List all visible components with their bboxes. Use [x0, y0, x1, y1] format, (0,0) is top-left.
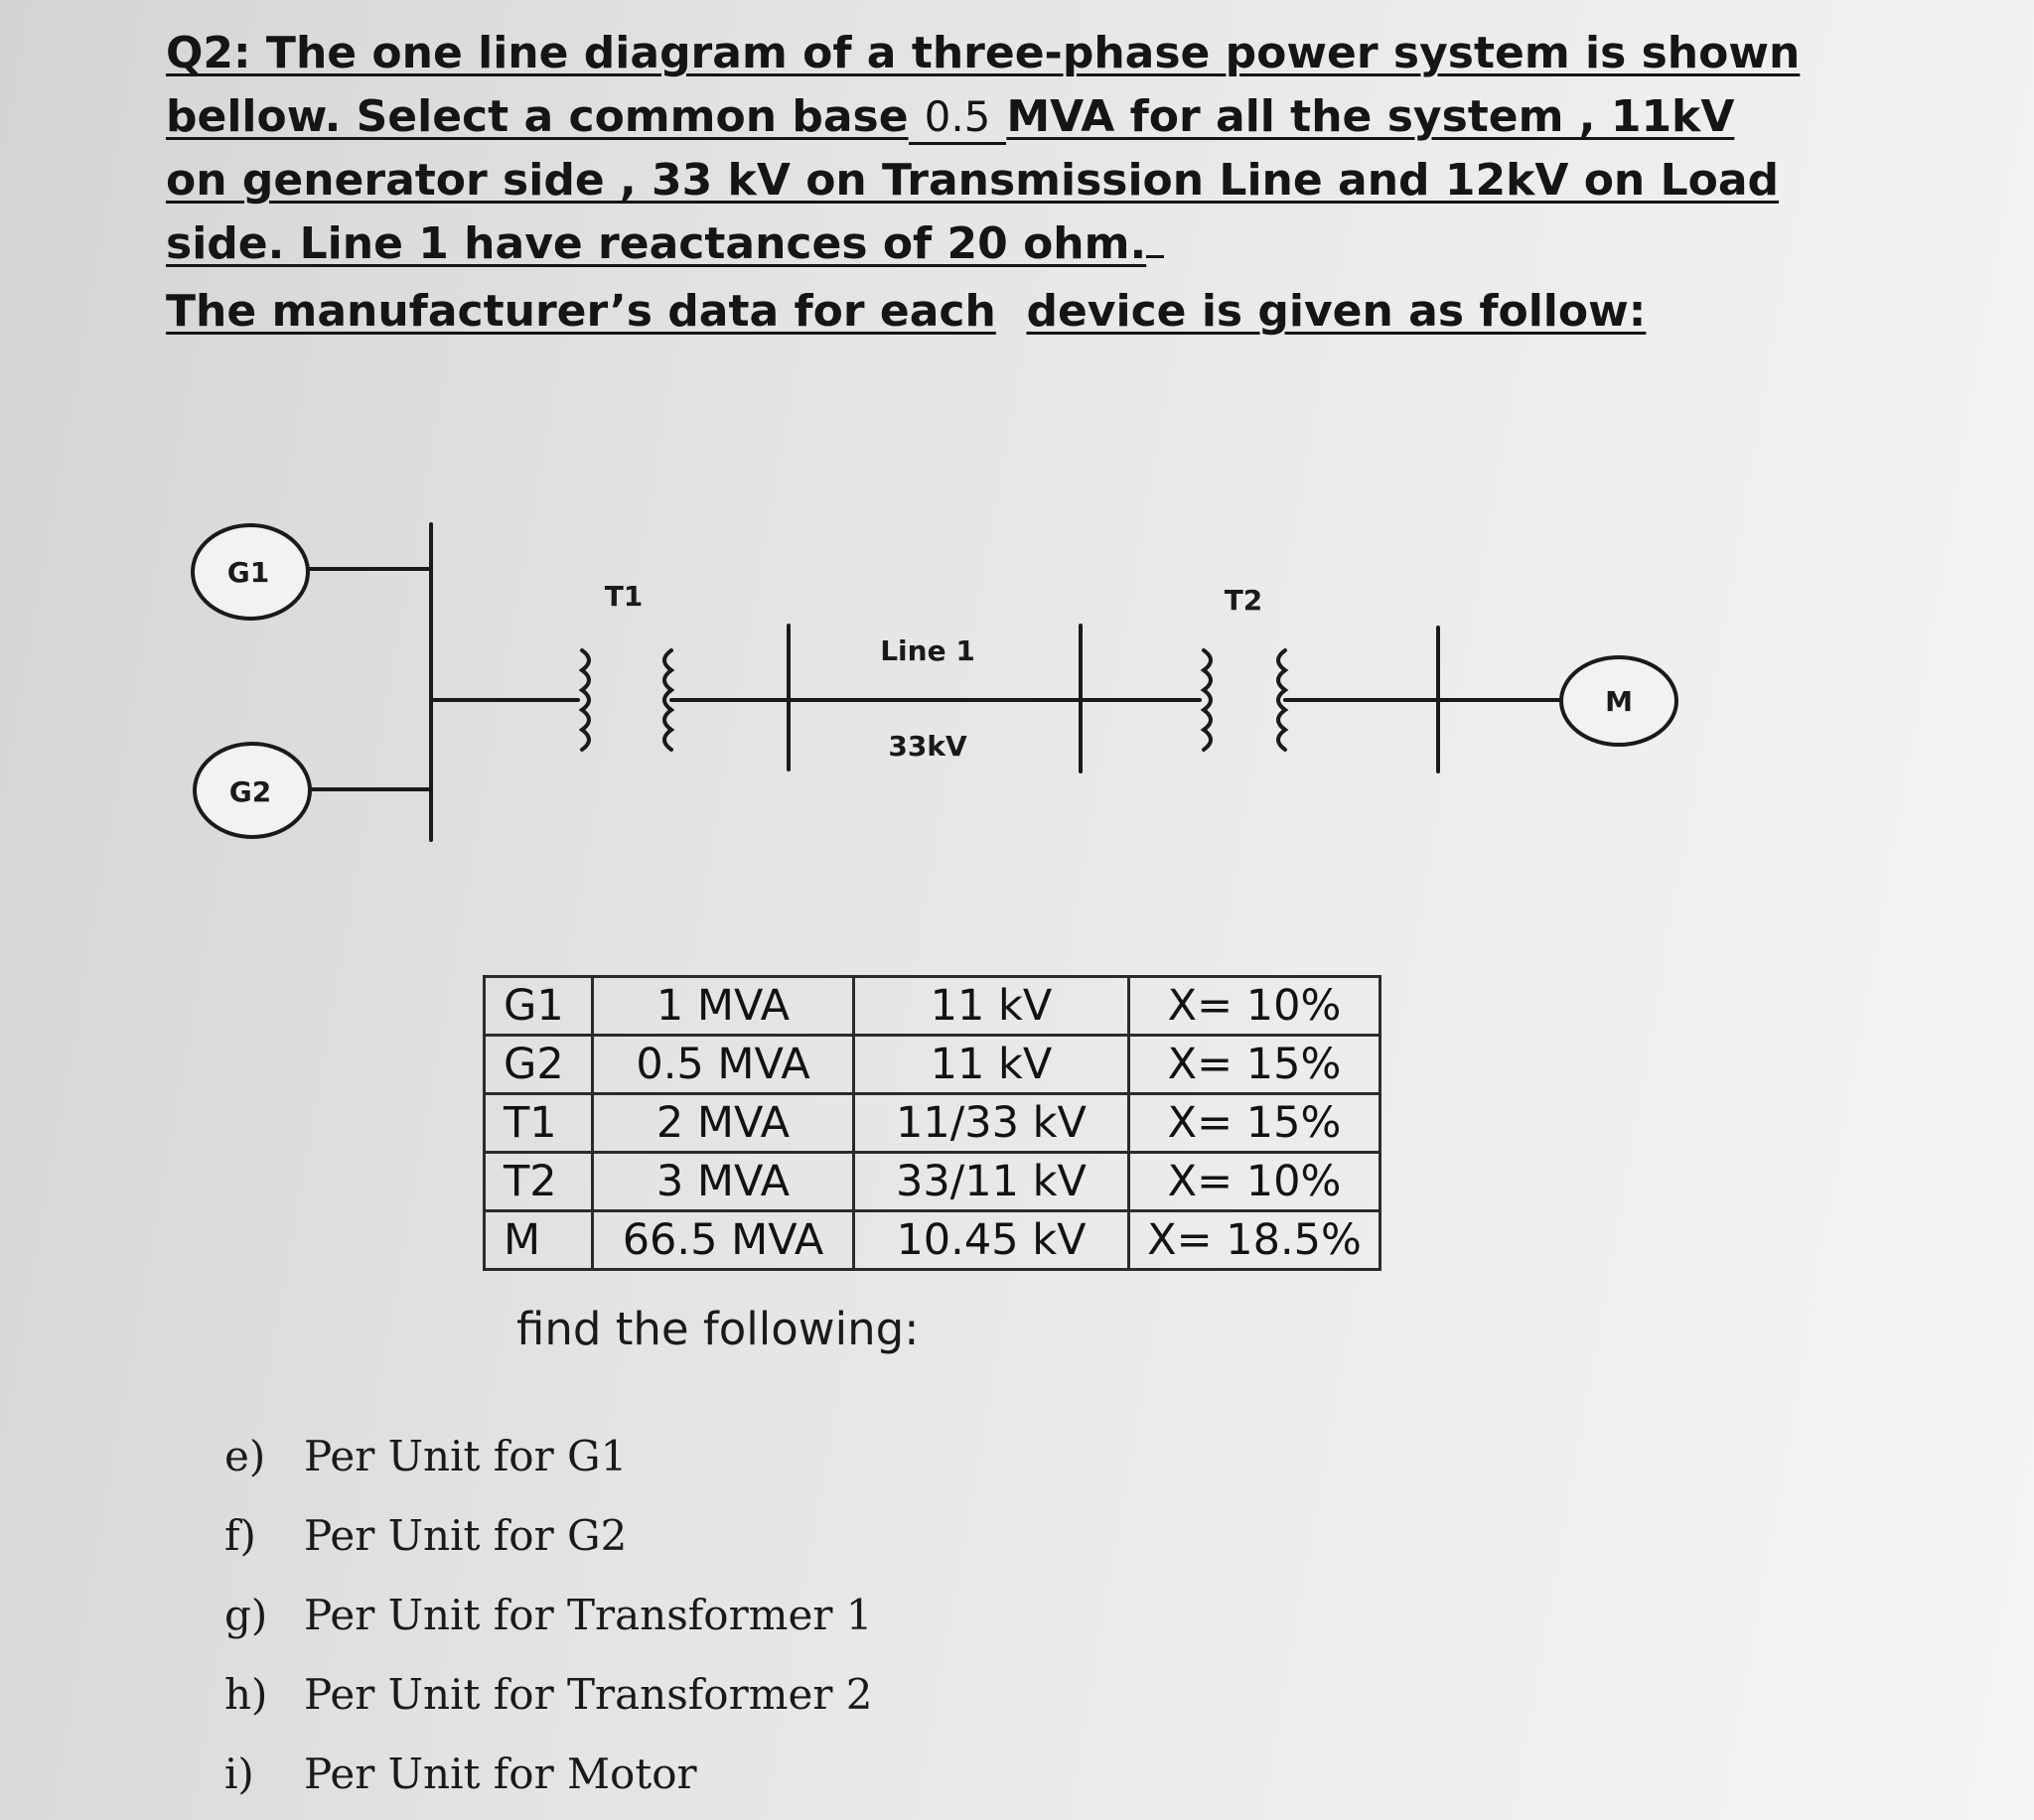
- list-item: [224, 1581, 873, 1660]
- list-item-text: Per Unit for Motor: [304, 1750, 697, 1798]
- table-row: [485, 977, 1380, 1036]
- list-item-text: Per Unit for G1: [304, 1432, 628, 1480]
- g1-label: G1: [226, 556, 270, 589]
- table-cell: X= 10%: [1129, 1153, 1380, 1211]
- question-line-1: Q2: The one line diagram of a three-phase power system is shown: [166, 28, 1801, 78]
- list-item: [224, 1501, 873, 1581]
- table-cell: 11 kV: [854, 977, 1129, 1036]
- list-item: [224, 1740, 873, 1819]
- t1-label: T1: [604, 580, 644, 613]
- t2-primary-winding: [1204, 650, 1211, 750]
- list-marker: g): [224, 1591, 268, 1639]
- list-marker: e): [224, 1432, 266, 1480]
- line-1-label: Line 1: [880, 634, 975, 667]
- device-data-table: [483, 975, 1381, 1271]
- table-cell: 10.45 kV: [854, 1211, 1129, 1270]
- question-line-2: bellow. Select a common base 0.5 MVA for all the system , 11kV: [166, 85, 1715, 149]
- table-cell: 0.5 MVA: [593, 1036, 854, 1094]
- line-voltage-label: 33kV: [888, 730, 967, 763]
- list-item-text: Per Unit for Transformer 2: [304, 1670, 873, 1719]
- table-cell: 11/33 kV: [854, 1094, 1129, 1153]
- list-marker: i): [224, 1750, 254, 1798]
- table-cell: G1: [485, 977, 593, 1036]
- table-cell: M: [485, 1211, 593, 1270]
- table-cell: 33/11 kV: [854, 1153, 1129, 1211]
- table-row: [485, 1036, 1380, 1094]
- table-cell: X= 18.5%: [1129, 1211, 1380, 1270]
- table-cell: X= 15%: [1129, 1094, 1380, 1153]
- list-item-text: Per Unit for G2: [304, 1511, 628, 1560]
- table-cell: X= 15%: [1129, 1036, 1380, 1094]
- table-cell: X= 10%: [1129, 977, 1380, 1036]
- table-row: [485, 1211, 1380, 1270]
- table-row: [485, 1094, 1380, 1153]
- table-cell: G2: [485, 1036, 593, 1094]
- base-mva-value: 0.5: [924, 92, 991, 141]
- find-following-text: find the following:: [516, 1303, 920, 1355]
- list-marker: f): [224, 1511, 256, 1560]
- t2-label: T2: [1224, 584, 1263, 617]
- question-list: [224, 1422, 873, 1819]
- question-line-3: on generator side , 33 kV on Transmission Line and 12kV on Load: [166, 155, 1780, 206]
- table-cell: 1 MVA: [593, 977, 854, 1036]
- question-line-4: side. Line 1 have reactances of 20 ohm.: [166, 212, 1715, 276]
- list-item: [224, 1422, 873, 1501]
- table-row: [485, 1153, 1380, 1211]
- list-item-text: Per Unit for Transformer 1: [304, 1591, 873, 1639]
- table-cell: 2 MVA: [593, 1094, 854, 1153]
- table-cell: 3 MVA: [593, 1153, 854, 1211]
- g2-label: G2: [228, 775, 272, 808]
- table-cell: 66.5 MVA: [593, 1211, 854, 1270]
- manufacturer-data-intro: The manufacturer’s data for each device is given as follow:: [166, 286, 1647, 337]
- motor-label: M: [1605, 685, 1633, 718]
- list-item: [224, 1660, 873, 1740]
- table-cell: T2: [485, 1153, 593, 1211]
- table-cell: 11 kV: [854, 1036, 1129, 1094]
- t1-primary-winding: [582, 650, 589, 750]
- list-marker: h): [224, 1670, 268, 1719]
- table-cell: T1: [485, 1094, 593, 1153]
